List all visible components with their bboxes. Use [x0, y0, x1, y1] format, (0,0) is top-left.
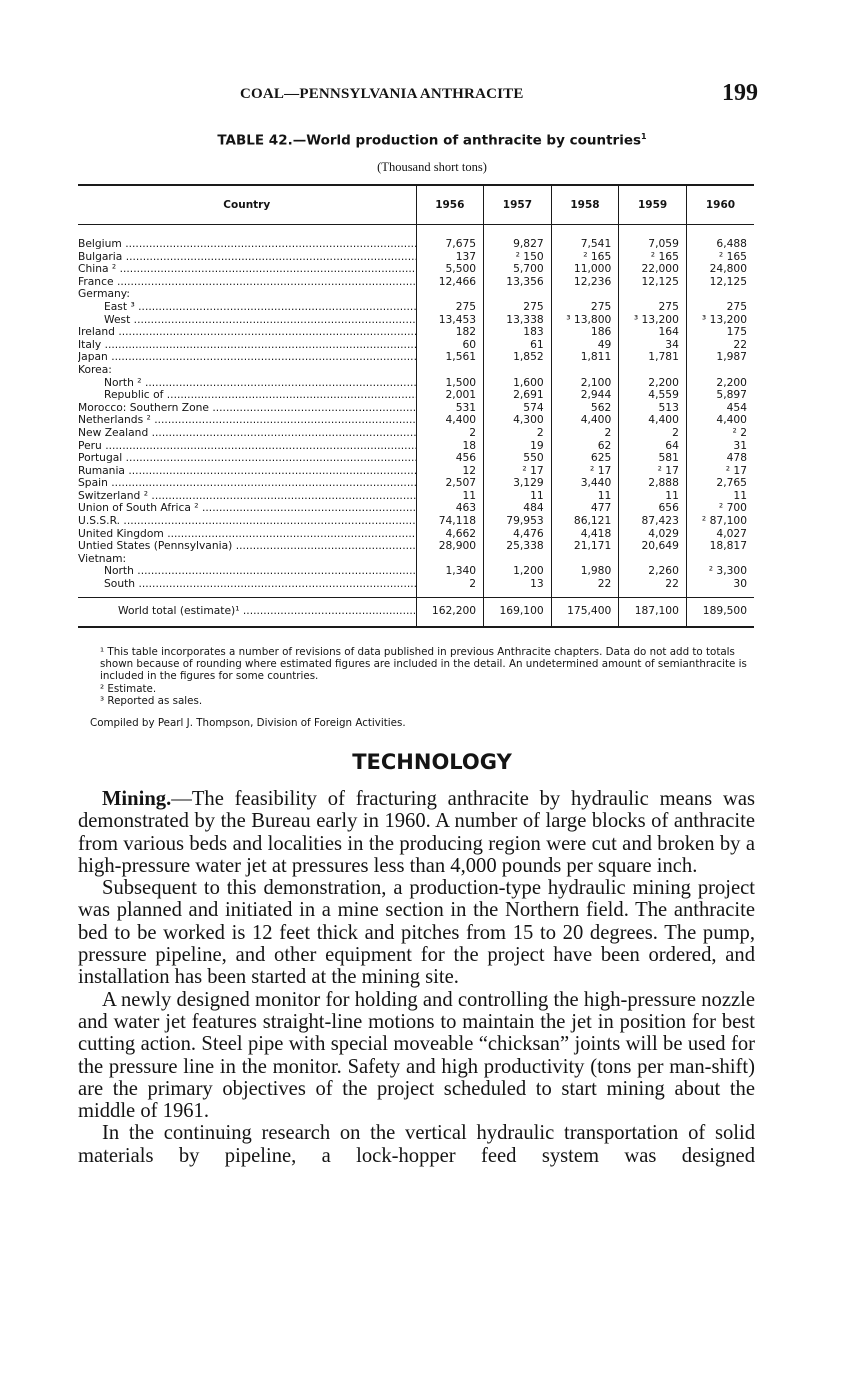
table-row	[78, 440, 754, 453]
value-cell: ² 2	[686, 427, 754, 440]
country-name: Belgium .....	[78, 238, 416, 251]
total-value: 169,100	[484, 597, 552, 627]
value-cell: 3,440	[551, 477, 619, 490]
country-name: Ireland .....	[78, 326, 416, 339]
value-cell: 1,500	[416, 377, 484, 390]
value-cell: 60	[416, 339, 484, 352]
header-country: Country	[78, 185, 416, 225]
table-row	[78, 565, 754, 578]
country-cell	[78, 225, 416, 251]
country-name: Italy .....	[78, 339, 416, 352]
value-cell: 4,027	[686, 528, 754, 541]
value-cell: 11	[416, 490, 484, 503]
value-cell: 19	[484, 440, 552, 453]
value-cell: 4,662	[416, 528, 484, 541]
table-row	[78, 540, 754, 553]
country-cell	[78, 339, 416, 352]
value-cell: 79,953	[484, 515, 552, 528]
value-cell: 1,781	[619, 351, 687, 364]
running-head: COAL—PENNSYLVANIA ANTHRACITE	[240, 86, 524, 102]
value-cell: ² 165	[551, 251, 619, 264]
table-row	[78, 389, 754, 402]
value-cell: 175	[686, 326, 754, 339]
table-row	[78, 263, 754, 276]
value-cell: 13	[484, 578, 552, 597]
country-cell	[78, 515, 416, 528]
country-name: Germany:	[78, 288, 130, 301]
country-cell	[78, 377, 416, 390]
value-cell: 13,453	[416, 314, 484, 327]
value-cell: 11	[484, 490, 552, 503]
value-cell: 12	[416, 465, 484, 478]
value-cell	[619, 364, 687, 377]
country-name: South .....	[78, 578, 416, 591]
table-row	[78, 578, 754, 597]
value-cell: 137	[416, 251, 484, 264]
country-cell	[78, 364, 416, 377]
country-cell	[78, 465, 416, 478]
value-cell: 1,200	[484, 565, 552, 578]
value-cell: ² 87,100	[686, 515, 754, 528]
country-name: France .....	[78, 276, 416, 289]
value-cell: 562	[551, 402, 619, 415]
value-cell: 22	[551, 578, 619, 597]
header-year: 1958	[551, 185, 619, 225]
value-cell: 7,541	[551, 225, 619, 251]
value-cell: 4,559	[619, 389, 687, 402]
paragraph-transport: In the continuing research on the vertical hydraulic transportation of solid materials by pipeline, a lock-hopper feed system was designed	[78, 1122, 755, 1167]
value-cell: 4,400	[551, 414, 619, 427]
value-cell: 2	[551, 427, 619, 440]
value-cell: 454	[686, 402, 754, 415]
country-name: Vietnam:	[78, 552, 127, 565]
value-cell: 4,029	[619, 528, 687, 541]
value-cell: 11,000	[551, 263, 619, 276]
value-cell: 13,356	[484, 276, 552, 289]
value-cell: 478	[686, 452, 754, 465]
value-cell: 2	[416, 578, 484, 597]
value-cell: 463	[416, 502, 484, 515]
value-cell: 87,423	[619, 515, 687, 528]
value-cell: ² 700	[686, 502, 754, 515]
country-name: Union of South Africa ² .....	[78, 502, 416, 515]
value-cell: 13,338	[484, 314, 552, 327]
value-cell: 2,765	[686, 477, 754, 490]
table-title	[0, 132, 864, 149]
country-name: U.S.S.R. .....	[78, 515, 416, 528]
country-name: Peru .....	[78, 440, 416, 453]
value-cell	[484, 364, 552, 377]
value-cell: 22,000	[619, 263, 687, 276]
paragraph-mining	[78, 788, 755, 877]
value-cell: 4,476	[484, 528, 552, 541]
value-cell: ² 165	[619, 251, 687, 264]
country-cell	[78, 490, 416, 503]
value-cell: 7,059	[619, 225, 687, 251]
table-subtitle: (Thousand short tons)	[377, 160, 487, 174]
footnote-1: ¹ This table incorporates a number of revisions of data published in previous Anthracite chapters. Data do not add to totals shown because of rounding where estimated figures are included in the detail. An undetermined amount of semianthracite is included in the figures for some countries.	[100, 646, 747, 683]
table-row	[78, 225, 754, 251]
country-name: New Zealand .....	[78, 427, 416, 440]
value-cell: 11	[686, 490, 754, 503]
country-name: Untied States (Pennsylvania) .....	[78, 540, 416, 553]
value-cell: 86,121	[551, 515, 619, 528]
country-cell	[78, 452, 416, 465]
value-cell: 74,118	[416, 515, 484, 528]
value-cell: 4,300	[484, 414, 552, 427]
value-cell: 11	[619, 490, 687, 503]
value-cell: 477	[551, 502, 619, 515]
value-cell: 9,827	[484, 225, 552, 251]
value-cell: 7,675	[416, 225, 484, 251]
value-cell: 22	[619, 578, 687, 597]
value-cell: 275	[551, 301, 619, 314]
country-cell	[78, 477, 416, 490]
country-cell	[78, 351, 416, 364]
table-row	[78, 515, 754, 528]
country-cell	[78, 502, 416, 515]
value-cell: 28,900	[416, 540, 484, 553]
value-cell	[551, 364, 619, 377]
country-name: Bulgaria .....	[78, 251, 416, 264]
table-row	[78, 351, 754, 364]
value-cell: 4,400	[619, 414, 687, 427]
value-cell: 2,507	[416, 477, 484, 490]
country-cell	[78, 301, 416, 314]
table-row	[78, 490, 754, 503]
value-cell: 21,171	[551, 540, 619, 553]
total-value: 187,100	[619, 597, 687, 627]
value-cell: 656	[619, 502, 687, 515]
country-cell	[78, 540, 416, 553]
country-cell	[78, 565, 416, 578]
page-number: 199	[722, 80, 758, 106]
value-cell: 20,649	[619, 540, 687, 553]
value-cell: 186	[551, 326, 619, 339]
value-cell: 4,400	[686, 414, 754, 427]
header-year: 1957	[484, 185, 552, 225]
value-cell: 574	[484, 402, 552, 415]
value-cell: 275	[686, 301, 754, 314]
value-cell: 2,691	[484, 389, 552, 402]
table-row	[78, 414, 754, 427]
value-cell: 275	[619, 301, 687, 314]
value-cell: 1,340	[416, 565, 484, 578]
country-name: West .....	[78, 314, 416, 327]
value-cell: 4,418	[551, 528, 619, 541]
country-cell	[78, 414, 416, 427]
country-name: Rumania .....	[78, 465, 416, 478]
footnote-2: ² Estimate.	[100, 682, 157, 695]
value-cell: 24,800	[686, 263, 754, 276]
country-cell	[78, 314, 416, 327]
value-cell: 2,260	[619, 565, 687, 578]
total-label-cell	[78, 597, 416, 627]
value-cell: 5,897	[686, 389, 754, 402]
value-cell: 2,944	[551, 389, 619, 402]
value-cell: 581	[619, 452, 687, 465]
country-name: Portugal .....	[78, 452, 416, 465]
value-cell: ² 165	[686, 251, 754, 264]
value-cell: 4,400	[416, 414, 484, 427]
value-cell: 12,125	[686, 276, 754, 289]
value-cell: 2	[484, 427, 552, 440]
value-cell: 6,488	[686, 225, 754, 251]
table-row	[78, 427, 754, 440]
value-cell: 275	[484, 301, 552, 314]
country-cell	[78, 402, 416, 415]
value-cell: 2	[619, 427, 687, 440]
production-table	[78, 184, 754, 628]
country-cell	[78, 251, 416, 264]
value-cell: 2,200	[619, 377, 687, 390]
table-footnotes	[90, 646, 760, 729]
compiled-by-credit: Compiled by Pearl J. Thompson, Division of Foreign Activities.	[90, 717, 406, 730]
mining-run-in-heading: Mining.	[102, 788, 172, 810]
value-cell: 182	[416, 326, 484, 339]
table-group-row	[78, 364, 754, 377]
paragraph-project: Subsequent to this demonstration, a production-type hydraulic mining project was planned and initiated in a mine section in the Northern field. The anthracite bed to be worked is 12 feet thick and pitches from 15 to 20 degrees. The pump, pressure pipeline, and other equipment for the project have been ordered, and installation has been started at the mining site.	[78, 877, 755, 989]
table-row	[78, 477, 754, 490]
country-cell	[78, 389, 416, 402]
value-cell: 11	[551, 490, 619, 503]
value-cell: 34	[619, 339, 687, 352]
table-group-row	[78, 288, 754, 301]
country-cell	[78, 263, 416, 276]
value-cell: 30	[686, 578, 754, 597]
value-cell: 5,500	[416, 263, 484, 276]
value-cell: 2,888	[619, 477, 687, 490]
value-cell: 1,600	[484, 377, 552, 390]
value-cell	[686, 364, 754, 377]
value-cell: ² 17	[619, 465, 687, 478]
value-cell: ² 150	[484, 251, 552, 264]
value-cell: 18	[416, 440, 484, 453]
country-name: East ³ .....	[78, 301, 416, 314]
value-cell: 531	[416, 402, 484, 415]
paragraph-monitor: A newly designed monitor for holding and controlling the high-pressure nozzle and water jet features straight-line motions to maintain the jet in position for best cutting action. Steel pipe with special moveable “chicksan” joints will be used for the pressure line in the monitor. Safety and high productivity (tons per man-shift) are the primary objectives of the project scheduled to start mining about the middle of 1961.	[78, 988, 755, 1123]
table-row	[78, 452, 754, 465]
value-cell: 12,125	[619, 276, 687, 289]
value-cell: 61	[484, 339, 552, 352]
value-cell: 1,811	[551, 351, 619, 364]
value-cell: 275	[416, 301, 484, 314]
value-cell: 484	[484, 502, 552, 515]
production-table-container	[78, 184, 754, 628]
value-cell: 2,100	[551, 377, 619, 390]
table-header-row	[78, 185, 754, 225]
value-cell: 1,987	[686, 351, 754, 364]
value-cell: ² 17	[551, 465, 619, 478]
table-title-footnote-ref: 1	[641, 132, 647, 141]
body-text	[78, 788, 755, 1167]
country-cell	[78, 427, 416, 440]
value-cell: 12,236	[551, 276, 619, 289]
value-cell: 18,817	[686, 540, 754, 553]
table-row	[78, 276, 754, 289]
table-title-text: TABLE 42.—World production of anthracite by countries	[217, 132, 642, 149]
value-cell: 164	[619, 326, 687, 339]
value-cell: 1,561	[416, 351, 484, 364]
country-name: China ² .....	[78, 263, 416, 276]
country-name: Spain .....	[78, 477, 416, 490]
value-cell: 625	[551, 452, 619, 465]
value-cell: ² 17	[484, 465, 552, 478]
value-cell: 2,200	[686, 377, 754, 390]
total-row	[78, 597, 754, 627]
value-cell: 5,700	[484, 263, 552, 276]
country-name: Republic of .....	[78, 389, 416, 402]
header-year: 1960	[686, 185, 754, 225]
value-cell: 1,980	[551, 565, 619, 578]
value-cell: 22	[686, 339, 754, 352]
country-cell	[78, 326, 416, 339]
section-heading: TECHNOLOGY	[352, 750, 512, 774]
value-cell: ² 3,300	[686, 565, 754, 578]
header-year: 1956	[416, 185, 484, 225]
country-name: Japan .....	[78, 351, 416, 364]
value-cell: 12,466	[416, 276, 484, 289]
value-cell: ² 17	[686, 465, 754, 478]
country-cell	[78, 578, 416, 597]
country-cell	[78, 528, 416, 541]
country-name: Morocco: Southern Zone .....	[78, 402, 416, 415]
total-value: 162,200	[416, 597, 484, 627]
paragraph-mining-text: —The feasibility of fracturing anthracite by hydraulic means was demonstrated by the Bureau early in 1960. A number of large blocks of anthracite from various beds and localities in the producing region were cut and broken by a high-pressure water jet at pressures less than 4,000 pounds per square inch.	[78, 788, 755, 877]
country-cell	[78, 288, 416, 301]
value-cell: 550	[484, 452, 552, 465]
value-cell	[416, 364, 484, 377]
value-cell: 2	[416, 427, 484, 440]
total-label: World total (estimate)¹ .....	[78, 605, 416, 618]
footnote-3: ³ Reported as sales.	[100, 694, 203, 707]
value-cell: 513	[619, 402, 687, 415]
value-cell: 25,338	[484, 540, 552, 553]
table-row	[78, 301, 754, 314]
value-cell: 2,001	[416, 389, 484, 402]
country-cell	[78, 553, 416, 566]
table-row	[78, 326, 754, 339]
table-row	[78, 314, 754, 327]
country-name: Switzerland ² .....	[78, 490, 416, 503]
value-cell: ³ 13,200	[619, 314, 687, 327]
table-body	[78, 225, 754, 598]
country-name: Netherlands ² .....	[78, 414, 416, 427]
value-cell: 31	[686, 440, 754, 453]
value-cell: 456	[416, 452, 484, 465]
value-cell: ³ 13,200	[686, 314, 754, 327]
country-cell	[78, 440, 416, 453]
value-cell: 64	[619, 440, 687, 453]
country-cell	[78, 276, 416, 289]
total-value: 175,400	[551, 597, 619, 627]
country-name: North ² .....	[78, 377, 416, 390]
value-cell: 183	[484, 326, 552, 339]
value-cell: 3,129	[484, 477, 552, 490]
total-value: 189,500	[686, 597, 754, 627]
value-cell: 62	[551, 440, 619, 453]
value-cell: 1,852	[484, 351, 552, 364]
header-year: 1959	[619, 185, 687, 225]
country-name: Korea:	[78, 363, 112, 376]
value-cell: 49	[551, 339, 619, 352]
value-cell: ³ 13,800	[551, 314, 619, 327]
country-name: United Kingdom .....	[78, 528, 416, 541]
country-name: North .....	[78, 565, 416, 578]
